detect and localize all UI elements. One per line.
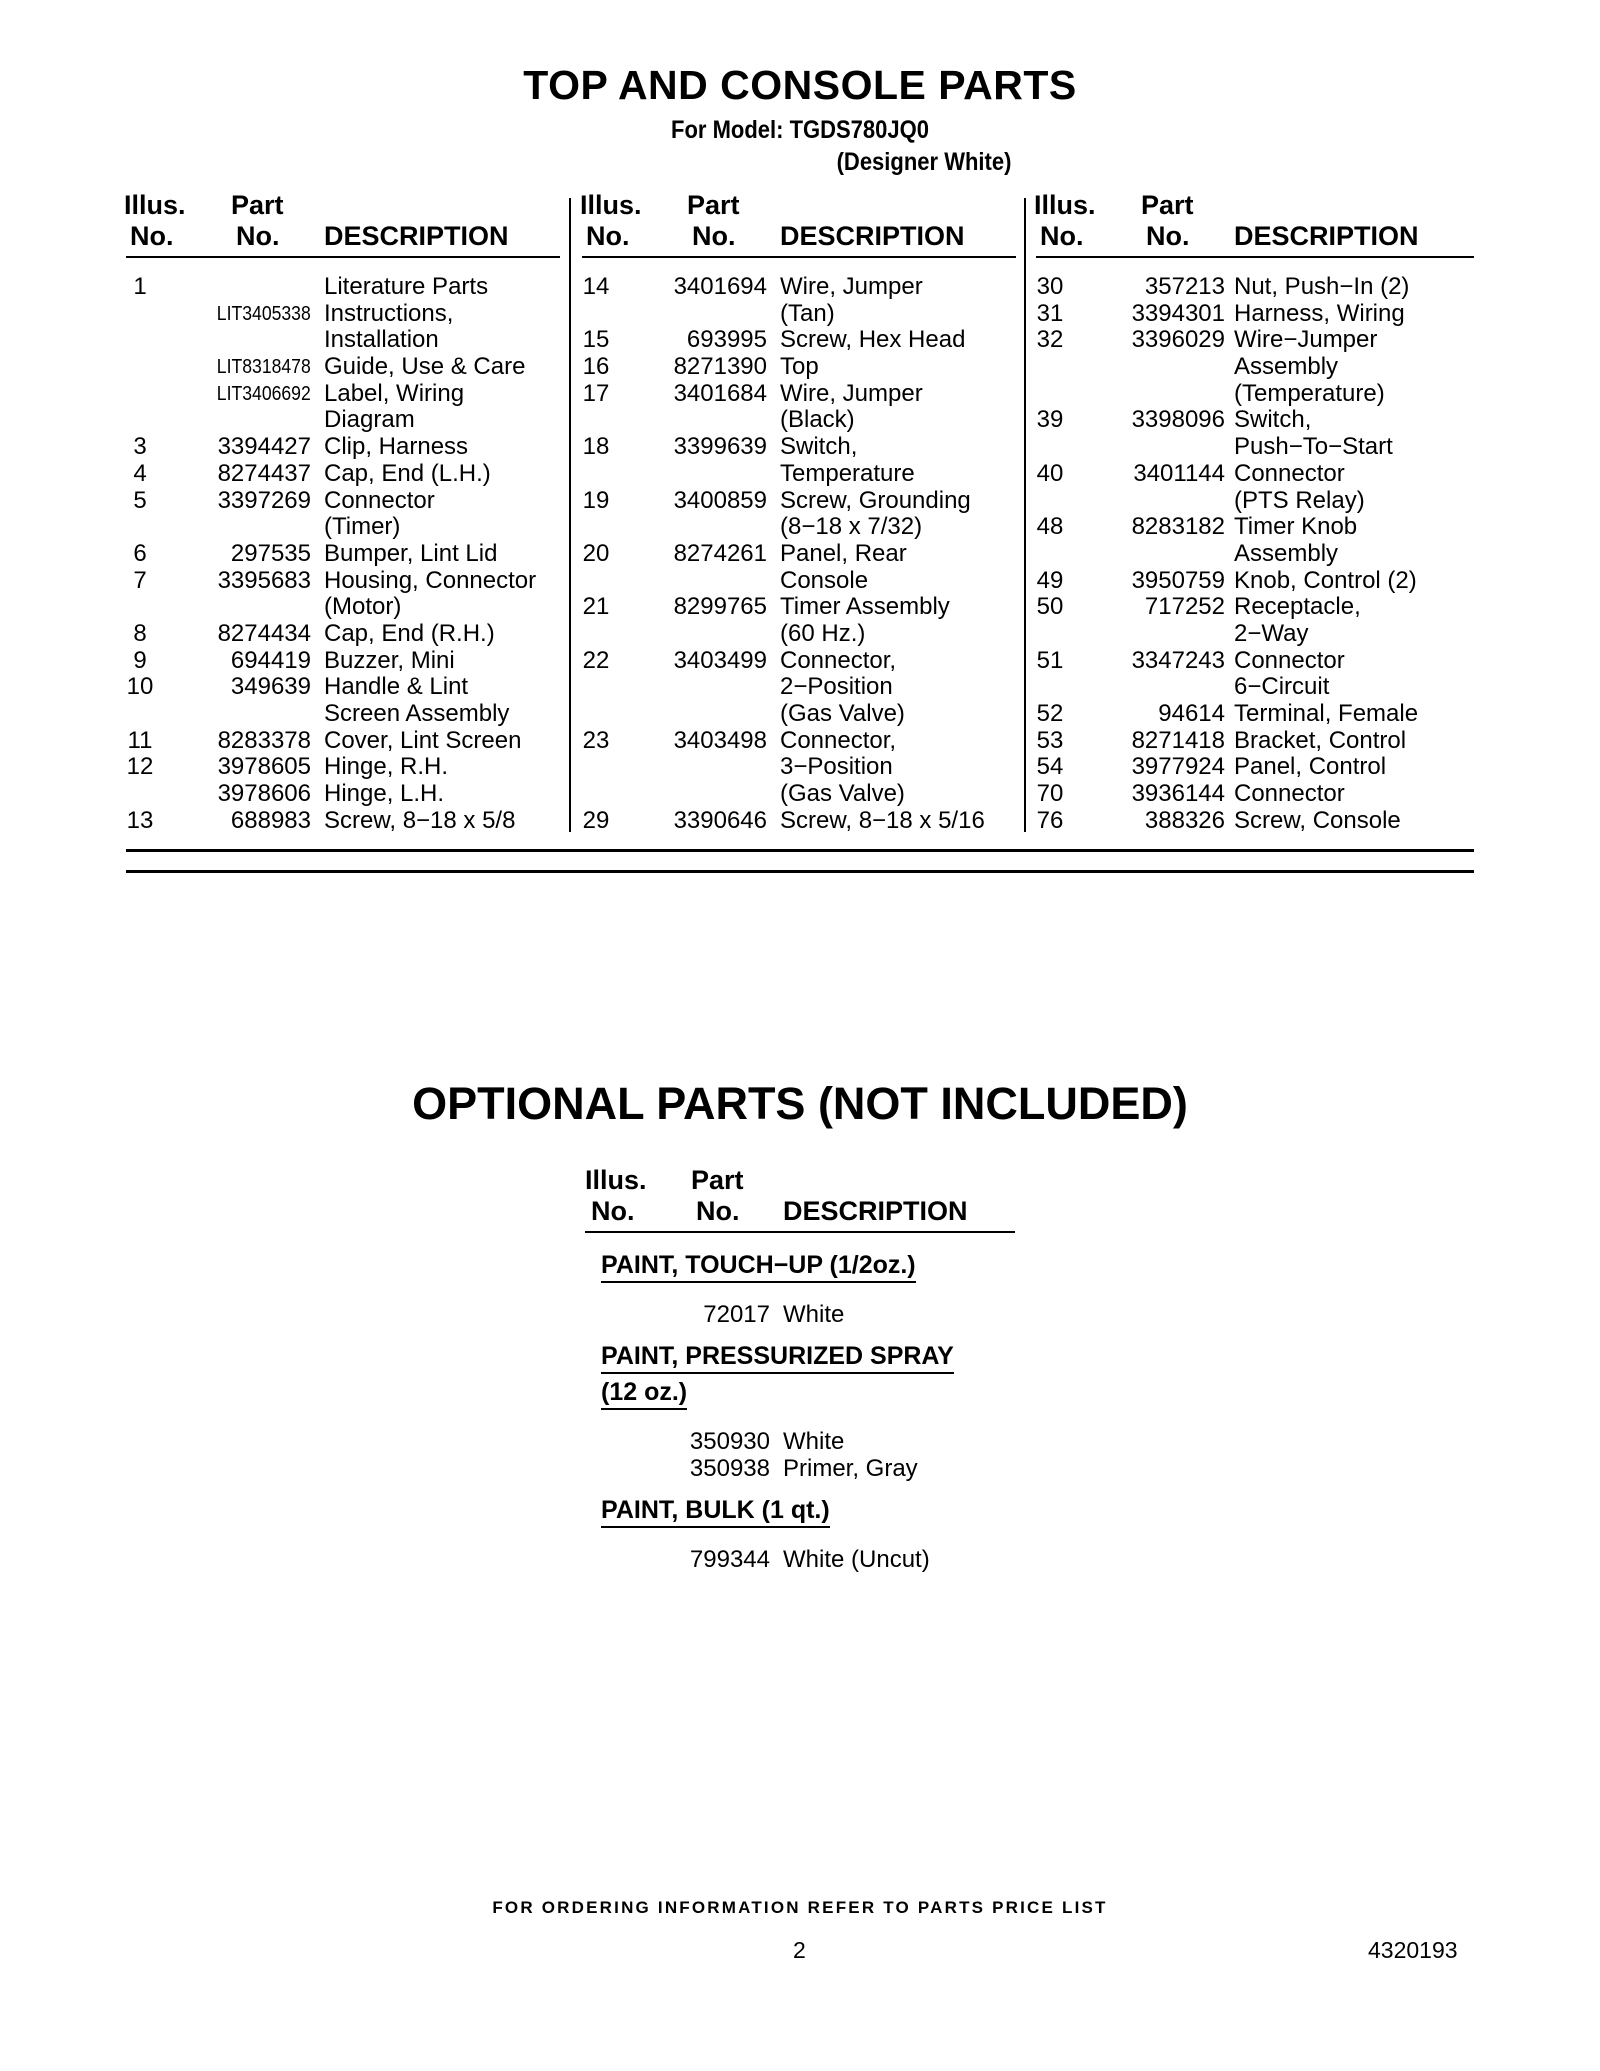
illus-number: 14 [582, 273, 610, 300]
paint-section-title: PAINT, BULK (1 qt.) [601, 1496, 830, 1528]
paint-item [585, 1428, 1015, 1455]
parts-row [582, 754, 1016, 781]
parts-row [126, 301, 560, 328]
part-description: Nut, Push−In (2) [1234, 273, 1410, 300]
part-description: Cap, End (R.H.) [324, 619, 495, 647]
parts-row [126, 354, 560, 381]
part-description: Receptacle, [1234, 593, 1361, 621]
part-description: Assembly [1234, 353, 1339, 381]
parts-row [126, 808, 560, 835]
parts-row [1036, 754, 1474, 781]
color-line: (Designer White) [836, 148, 1012, 176]
part-number: 297535 [230, 539, 311, 567]
part-description: Connector [1234, 780, 1345, 808]
illus-number: 49 [1036, 566, 1064, 594]
part-description: Instructions, [324, 299, 454, 327]
illus-number: 10 [126, 673, 154, 701]
illus-number: 52 [1036, 700, 1064, 727]
illus-number: 51 [1036, 646, 1064, 674]
illus-number: 21 [582, 593, 610, 621]
part-number: LIT3405338 [217, 302, 311, 325]
illus-number: 23 [582, 726, 610, 754]
parts-row [1036, 488, 1474, 515]
rule-line [126, 870, 1474, 873]
parts-row [1036, 728, 1474, 755]
part-description: Cap, End (L.H.) [324, 459, 491, 487]
illus-number: 30 [1036, 273, 1064, 300]
part-description: Console [780, 566, 869, 594]
description-label: DESCRIPTION [1234, 221, 1419, 251]
parts-row [582, 354, 1016, 381]
parts-row [1036, 648, 1474, 675]
part-number: 8283378 [217, 726, 311, 754]
parts-row [126, 648, 560, 675]
part-description: Label, Wiring [324, 379, 465, 407]
parts-row [582, 301, 1016, 328]
part-description: Push−To−Start [1234, 433, 1393, 461]
part-label: No. [692, 221, 736, 251]
parts-row [126, 434, 560, 461]
part-description: Timer Knob [1234, 513, 1358, 541]
part-description: Connector [1234, 646, 1345, 674]
part-number: LIT8318478 [217, 356, 311, 379]
parts-row [1036, 274, 1474, 301]
illus-number: 76 [1036, 806, 1064, 834]
part-number: 3396029 [1131, 326, 1225, 354]
illus-number: 15 [582, 326, 610, 354]
description-label: DESCRIPTION [783, 1196, 968, 1226]
parts-column-2 [582, 190, 1016, 834]
illus-number: 22 [582, 646, 610, 674]
parts-row [126, 514, 560, 541]
parts-row [126, 728, 560, 755]
parts-row [1036, 568, 1474, 595]
part-description: Cover, Lint Screen [324, 726, 522, 754]
parts-row [126, 381, 560, 408]
part-description: 2−Position [780, 673, 893, 701]
illus-number: 17 [582, 379, 610, 407]
part-description: (Motor) [324, 593, 402, 621]
illus-number: 53 [1036, 726, 1064, 754]
part-description: White [783, 1301, 845, 1328]
illus-number: 70 [1036, 780, 1064, 808]
part-description: (PTS Relay) [1234, 486, 1365, 514]
description-label: DESCRIPTION [780, 221, 965, 251]
part-description: 2−Way [1234, 619, 1309, 647]
paint-section-title: PAINT, PRESSURIZED SPRAY [601, 1342, 954, 1374]
parts-row [582, 327, 1016, 354]
illus-label: No. [1040, 221, 1084, 251]
part-description: Switch, [1234, 406, 1312, 434]
parts-row [582, 461, 1016, 488]
page-number: 2 [793, 1937, 806, 1963]
part-number: 8271390 [673, 353, 767, 381]
parts-row [1036, 381, 1474, 408]
parts-row [582, 674, 1016, 701]
part-number: 717252 [1144, 593, 1225, 621]
part-description: Bracket, Control [1234, 726, 1407, 754]
part-label: Part [687, 190, 740, 220]
part-number: 3401694 [673, 273, 767, 300]
illus-number: 16 [582, 353, 610, 381]
paint-item [585, 1546, 1015, 1573]
parts-row [126, 594, 560, 621]
part-number: 3978606 [217, 780, 311, 808]
part-description: Screw, 8−18 x 5/16 [780, 806, 985, 834]
parts-row [1036, 514, 1474, 541]
part-description: 3−Position [780, 753, 893, 781]
part-number: 8283182 [1131, 513, 1225, 541]
part-description: White [783, 1428, 845, 1455]
part-description: Connector [1234, 459, 1345, 487]
part-number: 350930 [689, 1428, 770, 1455]
illus-number: 31 [1036, 299, 1064, 327]
illus-number: 1 [133, 273, 147, 300]
column-header [582, 190, 1016, 258]
illus-number: 7 [133, 566, 147, 594]
parts-row [1036, 354, 1474, 381]
parts-row [582, 381, 1016, 408]
parts-row [582, 568, 1016, 595]
part-description: Wire, Jumper [780, 273, 923, 300]
parts-row [582, 648, 1016, 675]
parts-rows [582, 274, 1016, 834]
parts-rows [1036, 274, 1474, 834]
model-line: For Model: TGDS780JQ0 [671, 116, 929, 144]
part-number: 3977924 [1131, 753, 1225, 781]
part-description: White (Uncut) [783, 1546, 930, 1573]
part-number: 3401684 [673, 379, 767, 407]
parts-row [1036, 808, 1474, 835]
parts-row [1036, 434, 1474, 461]
part-number: 3978605 [217, 753, 311, 781]
parts-row [126, 488, 560, 515]
illus-label: Illus. [585, 1165, 647, 1195]
optional-sections [585, 1233, 1015, 1573]
part-number: 8274261 [673, 539, 767, 567]
part-description: Hinge, R.H. [324, 753, 449, 781]
part-description: Screw, 8−18 x 5/8 [324, 806, 516, 834]
illus-number: 20 [582, 539, 610, 567]
paint-section [585, 1496, 1015, 1573]
part-number: 3347243 [1131, 646, 1225, 674]
illus-number: 19 [582, 486, 610, 514]
part-number: 3398096 [1131, 406, 1225, 434]
part-description: Temperature [780, 459, 915, 487]
part-description: Panel, Rear [780, 539, 907, 567]
part-description: Switch, [780, 433, 858, 461]
paint-section [585, 1342, 1015, 1482]
part-number: 694419 [230, 646, 311, 674]
part-description: (Timer) [324, 513, 401, 541]
paint-item [585, 1301, 1015, 1328]
parts-row [1036, 407, 1474, 434]
illus-number: 48 [1036, 513, 1064, 541]
parts-row [1036, 701, 1474, 728]
illus-number: 6 [133, 539, 147, 567]
paint-section [585, 1251, 1015, 1328]
parts-row [582, 594, 1016, 621]
part-number: 8271418 [1131, 726, 1225, 754]
part-description: Screw, Console [1234, 806, 1401, 834]
part-number: 3401144 [1133, 459, 1225, 487]
illus-label: Illus. [580, 190, 642, 220]
part-number: 94614 [1158, 700, 1225, 727]
part-label: Part [231, 190, 284, 220]
part-description: Wire, Jumper [780, 379, 923, 407]
illus-number: 18 [582, 433, 610, 461]
part-description: Connector, [780, 646, 897, 674]
part-description: (Temperature) [1234, 379, 1385, 407]
illus-label: Illus. [124, 190, 186, 220]
parts-row [582, 728, 1016, 755]
part-number: 357213 [1144, 273, 1225, 300]
optional-parts [585, 1165, 1015, 1587]
paint-section-title: (12 oz.) [601, 1378, 687, 1410]
part-label: Part [1141, 190, 1194, 220]
parts-row [126, 461, 560, 488]
illus-number: 5 [133, 486, 147, 514]
part-number: 693995 [686, 326, 767, 354]
part-label: Part [691, 1165, 744, 1195]
illus-number: 40 [1036, 459, 1064, 487]
part-number: 3403499 [673, 646, 767, 674]
part-label: No. [696, 1196, 740, 1226]
document-number: 4320193 [1368, 1937, 1458, 1963]
part-number: 72017 [703, 1301, 770, 1328]
parts-row [126, 674, 560, 701]
parts-row [582, 781, 1016, 808]
part-description: Connector, [780, 726, 897, 754]
parts-row [126, 701, 560, 728]
illus-number: 11 [127, 726, 153, 754]
part-number: 350938 [689, 1455, 770, 1482]
part-description: 6−Circuit [1234, 673, 1330, 701]
parts-row [126, 754, 560, 781]
part-label: No. [1146, 221, 1190, 251]
part-description: Harness, Wiring [1234, 299, 1405, 327]
part-description: Connector [324, 486, 435, 514]
part-number: 3395683 [217, 566, 311, 594]
parts-row [126, 568, 560, 595]
part-description: Literature Parts [324, 273, 489, 300]
parts-row [1036, 594, 1474, 621]
part-description: (Black) [780, 406, 855, 434]
part-description: Guide, Use & Care [324, 353, 526, 381]
parts-row [582, 541, 1016, 568]
parts-row [126, 541, 560, 568]
parts-row [126, 327, 560, 354]
part-number: 799344 [689, 1546, 770, 1573]
illus-number: 9 [133, 646, 147, 674]
part-description: Hinge, L.H. [324, 780, 445, 808]
part-number: 349639 [230, 673, 311, 701]
paint-item [585, 1455, 1015, 1482]
column-header [1036, 190, 1474, 258]
parts-row [582, 488, 1016, 515]
part-description: (60 Hz.) [780, 619, 866, 647]
part-number: 3403498 [673, 726, 767, 754]
optional-title: OPTIONAL PARTS (NOT INCLUDED) [412, 1078, 1188, 1129]
part-description: Buzzer, Mini [324, 646, 455, 674]
optional-header [585, 1165, 1015, 1233]
illus-label: No. [586, 221, 630, 251]
part-number: 3936144 [1131, 780, 1225, 808]
parts-row [582, 274, 1016, 301]
part-number: 388326 [1144, 806, 1225, 834]
parts-row [126, 621, 560, 648]
part-description: Bumper, Lint Lid [324, 539, 498, 567]
description-label: DESCRIPTION [324, 221, 509, 251]
parts-row [582, 407, 1016, 434]
parts-row [126, 274, 560, 301]
illus-number: 8 [133, 619, 147, 647]
parts-row [1036, 674, 1474, 701]
illus-number: 12 [126, 753, 154, 781]
part-description: (Gas Valve) [780, 780, 905, 808]
part-description: Timer Assembly [780, 593, 950, 621]
parts-column-3 [1036, 190, 1474, 834]
part-number: 3400859 [673, 486, 767, 514]
paint-section-title: PAINT, TOUCH−UP (1/2oz.) [601, 1251, 916, 1283]
part-number: 3394427 [217, 433, 311, 461]
parts-row [1036, 327, 1474, 354]
column-divider [1024, 198, 1026, 832]
illus-number: 3 [133, 433, 147, 461]
parts-row [1036, 781, 1474, 808]
column-header [126, 190, 560, 258]
part-description: Screw, Grounding [780, 486, 971, 514]
part-description: (Gas Valve) [780, 700, 905, 727]
column-divider [569, 198, 571, 832]
part-description: Wire−Jumper [1234, 326, 1378, 354]
illus-number: 54 [1036, 753, 1064, 781]
part-number: 3399639 [673, 433, 767, 461]
parts-row [582, 621, 1016, 648]
part-description: Housing, Connector [324, 566, 537, 594]
part-description: Screw, Hex Head [780, 326, 966, 354]
part-description: Top [780, 353, 819, 381]
ordering-note: FOR ORDERING INFORMATION REFER TO PARTS PRICE LIST [492, 1898, 1108, 1917]
part-number: LIT3406692 [217, 382, 311, 405]
part-description: Panel, Control [1234, 753, 1387, 781]
part-description: Terminal, Female [1234, 700, 1419, 727]
parts-rows [126, 274, 560, 834]
part-label: No. [236, 221, 280, 251]
illus-number: 32 [1036, 326, 1064, 354]
illus-number: 29 [582, 806, 610, 834]
part-description: Diagram [324, 406, 415, 434]
illus-number: 50 [1036, 593, 1064, 621]
part-number: 8274434 [217, 619, 311, 647]
parts-row [582, 434, 1016, 461]
parts-row [1036, 621, 1474, 648]
rule-line [126, 849, 1474, 852]
parts-row [582, 514, 1016, 541]
part-description: Knob, Control (2) [1234, 566, 1417, 594]
part-description: Assembly [1234, 539, 1339, 567]
page-title: TOP AND CONSOLE PARTS [523, 62, 1077, 108]
parts-row [582, 701, 1016, 728]
part-description: Screen Assembly [324, 700, 510, 727]
parts-row [1036, 301, 1474, 328]
illus-number: 4 [133, 459, 147, 487]
part-description: (8−18 x 7/32) [780, 513, 923, 541]
part-number: 8299765 [673, 593, 767, 621]
parts-row [1036, 461, 1474, 488]
part-number: 3394301 [1131, 299, 1225, 327]
parts-row [126, 781, 560, 808]
part-description: Primer, Gray [783, 1455, 918, 1482]
parts-column-1 [126, 190, 560, 834]
part-number: 3390646 [673, 806, 767, 834]
illus-number: 13 [126, 806, 154, 834]
illus-label: No. [130, 221, 174, 251]
part-description: Clip, Harness [324, 433, 469, 461]
illus-number: 39 [1036, 406, 1064, 434]
part-description: (Tan) [780, 299, 835, 327]
illus-label: No. [591, 1196, 635, 1226]
part-number: 3397269 [217, 486, 311, 514]
part-number: 3950759 [1131, 566, 1225, 594]
illus-label: Illus. [1034, 190, 1096, 220]
part-description: Installation [324, 326, 439, 354]
parts-row [126, 407, 560, 434]
part-number: 688983 [230, 806, 311, 834]
part-description: Handle & Lint [324, 673, 469, 701]
parts-row [1036, 541, 1474, 568]
parts-row [582, 808, 1016, 835]
part-number: 8274437 [217, 459, 311, 487]
